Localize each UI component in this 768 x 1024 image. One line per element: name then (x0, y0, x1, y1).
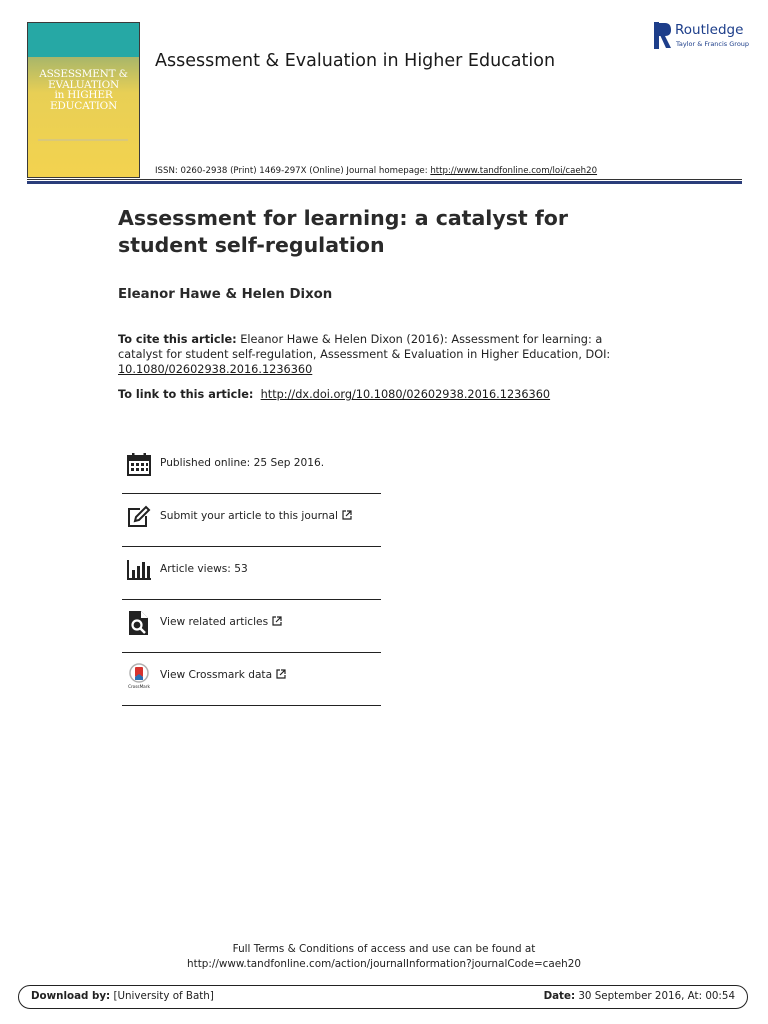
cite-label: To cite this article: (118, 333, 237, 346)
crossmark-icon (126, 663, 152, 689)
svg-text:CrossMark: CrossMark (128, 684, 150, 689)
terms-url[interactable]: http://www.tandfonline.com/action/journalInformation?journalCode=caeh20 (187, 958, 581, 970)
terms-notice (0, 942, 768, 972)
submit-article-label (160, 510, 352, 522)
bar-chart-icon (126, 557, 152, 583)
link-to-article (118, 388, 550, 401)
issn-line (155, 166, 597, 176)
download-date (544, 990, 735, 1002)
cover-title (30, 69, 137, 111)
cover-title-line: ASSESSMENT & (39, 68, 128, 80)
link-label: To link to this article: (118, 388, 254, 401)
publisher-group: Taylor & Francis Group (676, 40, 750, 48)
terms-line: Full Terms & Conditions of access and use can be found at (232, 943, 536, 955)
cover-volume-line (38, 139, 128, 141)
download-info-bar (18, 985, 748, 1009)
download-by-label: Download by: (31, 990, 111, 1002)
article-doi-link[interactable]: http://dx.doi.org/10.1080/02602938.2016.1236360 (260, 388, 551, 401)
download-date-value: 30 September 2016, At: 00:54 (575, 990, 735, 1002)
published-online-item (122, 441, 381, 493)
external-link-icon (276, 669, 286, 679)
publisher-name: Routledge (675, 22, 744, 38)
journal-homepage-link[interactable]: http://www.tandfonline.com/loi/caeh20 (430, 166, 598, 176)
header-divider-thick (27, 181, 742, 184)
cite-doi-link[interactable]: 10.1080/02602938.2016.1236360 (118, 363, 313, 376)
related-articles-text: View related articles (160, 616, 269, 628)
article-views-item (122, 547, 381, 599)
header-divider (27, 179, 742, 180)
cover-title-line: EDUCATION (49, 99, 118, 112)
journal-cover-image (27, 22, 140, 178)
related-articles-label (160, 616, 282, 628)
external-link-icon (342, 510, 352, 520)
crossmark-label (160, 669, 286, 681)
article-authors: Eleanor Hawe & Helen Dixon (118, 287, 333, 302)
cover-teal-band (28, 23, 139, 57)
search-document-icon (126, 610, 152, 636)
article-views-label: Article views: 53 (160, 563, 248, 575)
download-date-label: Date: (543, 990, 576, 1002)
download-by-value: [University of Bath] (110, 990, 214, 1002)
published-online-label: Published online: 25 Sep 2016. (160, 457, 325, 469)
issn-text: ISSN: 0260-2938 (Print) 1469-297X (Online) Journal homepage: (155, 166, 431, 176)
divider (122, 705, 381, 706)
download-by (31, 990, 214, 1002)
edit-icon (126, 504, 152, 530)
cite-text: Eleanor Hawe & Helen Dixon (2016): Assessment for learning: a catalyst for student self-regulation, Assessment & Evaluation in Higher Education, DOI: (118, 333, 611, 361)
routledge-logo-icon (654, 22, 672, 49)
related-articles-link[interactable] (122, 600, 381, 652)
article-title: Assessment for learning: a catalyst for student self-regulation (118, 206, 568, 257)
calendar-icon (126, 451, 152, 477)
journal-title: Assessment & Evaluation in Higher Education (155, 51, 556, 71)
submit-article-link[interactable] (122, 494, 381, 546)
article-info-list (122, 441, 381, 706)
citation-block (118, 332, 618, 377)
crossmark-text: View Crossmark data (160, 669, 273, 681)
crossmark-link[interactable] (122, 653, 381, 705)
cover-title-line: in HIGHER (54, 89, 113, 101)
submit-article-text: Submit your article to this journal (160, 510, 338, 522)
external-link-icon (272, 616, 282, 626)
cover-title-line: EVALUATION (48, 78, 119, 91)
